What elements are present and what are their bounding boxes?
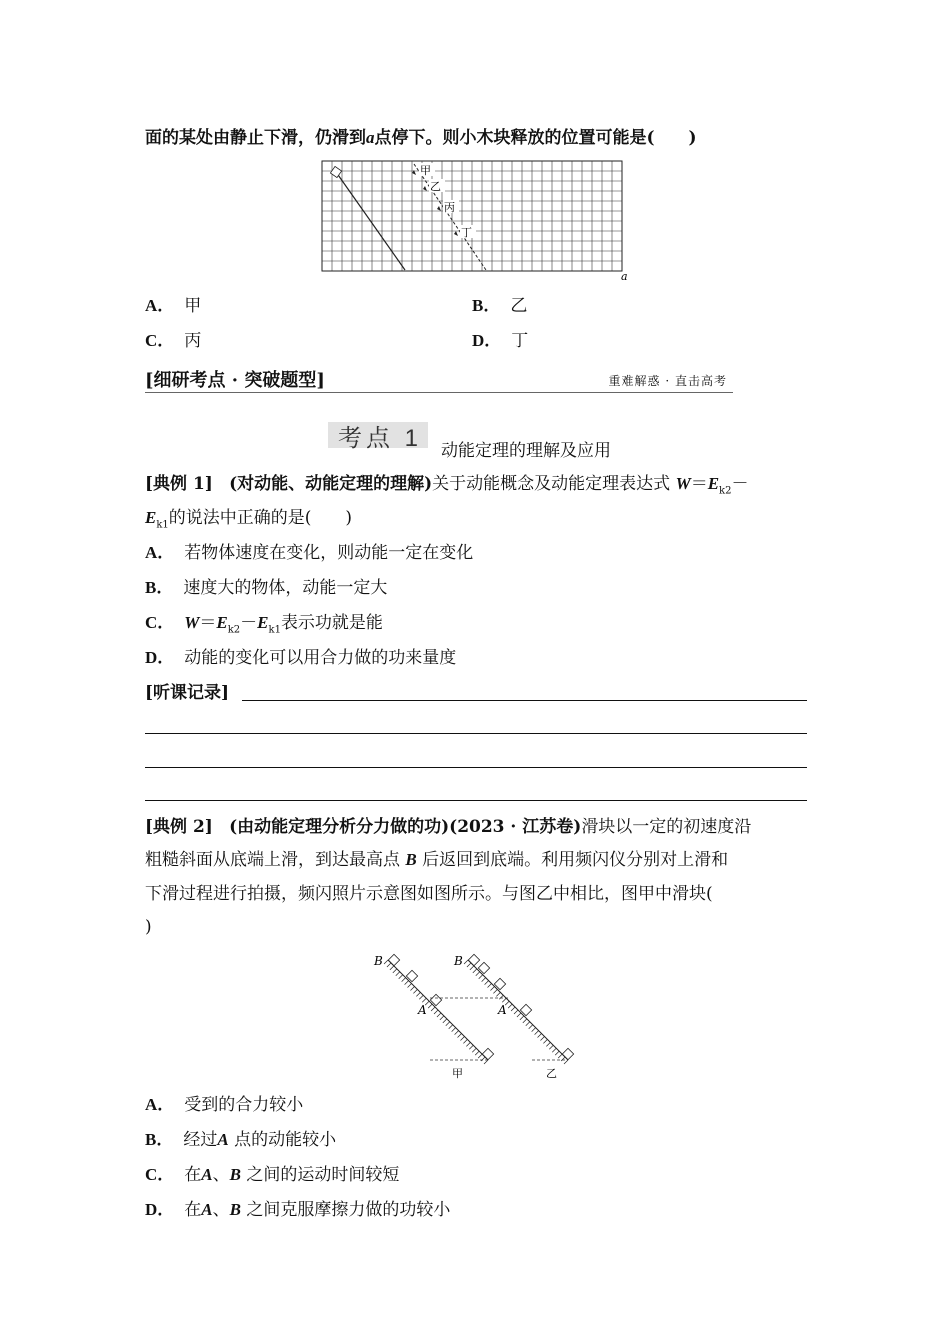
hatch-mark	[558, 1054, 562, 1058]
hatch-mark	[390, 966, 394, 970]
ex1-stem-line2: $E_{k1}$的说法中正确的是( )	[145, 508, 353, 531]
hatch-mark	[455, 1031, 459, 1035]
ex2-option-b[interactable]: B． 经过A 点的动能较小	[145, 1130, 337, 1150]
label-B-yi: B	[454, 954, 463, 968]
hatch-mark	[466, 1042, 470, 1046]
hatch-mark	[472, 1048, 476, 1052]
position-jia-marker	[412, 163, 435, 177]
hatch-mark	[473, 969, 477, 973]
hatch-mark	[532, 1028, 536, 1032]
label-jia-fig: 甲	[452, 1067, 463, 1080]
notes-line-4[interactable]	[145, 800, 807, 801]
hatch-mark	[416, 992, 420, 996]
hatch-mark	[479, 975, 483, 979]
ex2-stem-line4: )	[145, 917, 152, 937]
notes-line-2[interactable]	[145, 733, 807, 734]
label-yi: 乙	[430, 180, 441, 193]
hatch-mark	[387, 963, 391, 967]
grid-figure	[318, 158, 638, 283]
hatch-mark	[422, 998, 426, 1002]
hatch-mark	[428, 1004, 432, 1008]
ex1-stem-line1: [典例 1] (对动能、动能定理的理解)关于动能概念及动能定理表达式 $W=E_{k2}-$	[145, 474, 749, 497]
prev-option-d[interactable]: D． 丁	[472, 331, 529, 351]
hatch-mark	[469, 1045, 473, 1049]
hatch-mark	[502, 998, 506, 1002]
hatch-mark	[499, 995, 503, 999]
kaodian-badge: 考点 1	[338, 425, 423, 452]
hatch-mark	[529, 1025, 533, 1029]
hatch-mark	[449, 1025, 453, 1029]
incline-figure	[370, 950, 590, 1080]
hatch-mark	[408, 984, 412, 988]
ex2-option-d[interactable]: D． 在A、B 之间克服摩擦力做的功较小	[145, 1200, 451, 1220]
hatch-mark	[496, 992, 500, 996]
hatch-mark	[405, 981, 409, 985]
hatch-mark	[460, 1036, 464, 1040]
hatch-mark	[526, 1022, 530, 1026]
hatch-mark	[413, 989, 417, 993]
notes-label: [听课记录]	[145, 683, 230, 703]
hatch-mark	[546, 1042, 550, 1046]
hatch-mark	[485, 981, 489, 985]
hatch-mark	[511, 1007, 515, 1011]
hatch-mark	[470, 966, 474, 970]
hatch-mark	[478, 1054, 482, 1058]
hatch-mark	[543, 1039, 547, 1043]
ex1-option-d[interactable]: D． 动能的变化可以用合力做的功来量度	[145, 648, 457, 668]
ex2-option-a[interactable]: A． 受到的合力较小	[145, 1095, 304, 1115]
hatch-mark	[564, 1060, 568, 1064]
notes-line-3[interactable]	[145, 767, 807, 768]
hatch-mark	[458, 1034, 462, 1038]
hatch-mark	[399, 975, 403, 979]
hatch-mark	[393, 969, 397, 973]
ex2-stem-line3: 下滑过程进行拍摄，频闪照片示意图如图所示。与图乙中相比，图甲中滑块(	[145, 884, 713, 904]
hatch-mark	[476, 972, 480, 976]
label-A-yi: A	[498, 1003, 507, 1017]
label-a: a	[621, 270, 628, 283]
hatch-mark	[446, 1022, 450, 1026]
prev-option-b[interactable]: B． 乙	[472, 296, 528, 316]
hatch-mark	[514, 1010, 518, 1014]
hatch-mark	[464, 960, 468, 964]
hatch-mark	[523, 1019, 527, 1023]
hatch-mark	[493, 989, 497, 993]
hatch-mark	[475, 1051, 479, 1055]
hatch-mark	[517, 1013, 521, 1017]
ex1-option-b[interactable]: B． 速度大的物体，动能一定大	[145, 578, 388, 598]
hatch-mark	[490, 986, 494, 990]
incline-jia	[373, 954, 508, 1080]
hatch-mark	[481, 1057, 485, 1061]
prev-option-a[interactable]: A． 甲	[145, 296, 202, 316]
prev-option-c[interactable]: C． 丙	[145, 331, 202, 351]
label-A-jia: A	[418, 1003, 427, 1017]
section-subtitle: 重难解惑 · 直击高考	[608, 374, 727, 388]
hatch-mark	[561, 1057, 565, 1061]
section-title: [细研考点 · 突破题型]	[145, 370, 325, 391]
hatch-mark	[508, 1004, 512, 1008]
hatch-mark	[555, 1051, 559, 1055]
hatch-mark	[535, 1031, 539, 1035]
hatch-mark	[540, 1036, 544, 1040]
label-yi-fig: 乙	[546, 1067, 557, 1080]
hatch-mark	[520, 1016, 524, 1020]
hatch-mark	[467, 963, 471, 967]
prev-question-stem: 面的某处由静止下滑，仍滑到a点停下。则小木块释放的位置可能是( )	[145, 128, 697, 148]
label-jia: 甲	[420, 164, 431, 177]
label-ding: 丁	[461, 226, 472, 239]
hatch-mark	[440, 1016, 444, 1020]
notes-line-1[interactable]	[242, 700, 807, 701]
hatch-mark	[402, 978, 406, 982]
hatch-mark	[396, 972, 400, 976]
hatch-mark	[431, 1007, 435, 1011]
ex1-option-c[interactable]: C． $W=E_{k2}-E_{k1}$表示功就是能	[145, 613, 383, 636]
hatch-mark	[538, 1034, 542, 1038]
hatch-mark	[552, 1048, 556, 1052]
hatch-mark	[452, 1028, 456, 1032]
hatch-mark	[384, 960, 388, 964]
incline-yi	[453, 954, 574, 1080]
hatch-mark	[484, 1060, 488, 1064]
hatch-mark	[419, 995, 423, 999]
hatch-mark	[437, 1013, 441, 1017]
label-bing: 丙	[444, 201, 455, 214]
kaodian-title: 动能定理的理解及应用	[441, 441, 611, 461]
ex2-stem-line2: 粗糙斜面从底端上滑，到达最高点 B 后返回到底端。利用频闪仪分别对上滑和	[145, 850, 729, 870]
hatch-mark	[549, 1045, 553, 1049]
hatch-mark	[488, 984, 492, 988]
label-B-jia: B	[374, 954, 383, 968]
ex2-stem-line1: [典例 2] (由动能定理分析分力做的功)(2023 · 江苏卷)滑块以一定的初速度沿	[145, 817, 752, 837]
section-header	[145, 366, 733, 393]
hatch-mark	[463, 1039, 467, 1043]
ex2-option-c[interactable]: C． 在A、B 之间的运动时间较短	[145, 1165, 400, 1185]
hatch-mark	[482, 978, 486, 982]
hatch-mark	[434, 1010, 438, 1014]
hatch-mark	[443, 1019, 447, 1023]
ex1-option-a[interactable]: A． 若物体速度在变化，则动能一定在变化	[145, 543, 474, 563]
hatch-mark	[410, 986, 414, 990]
